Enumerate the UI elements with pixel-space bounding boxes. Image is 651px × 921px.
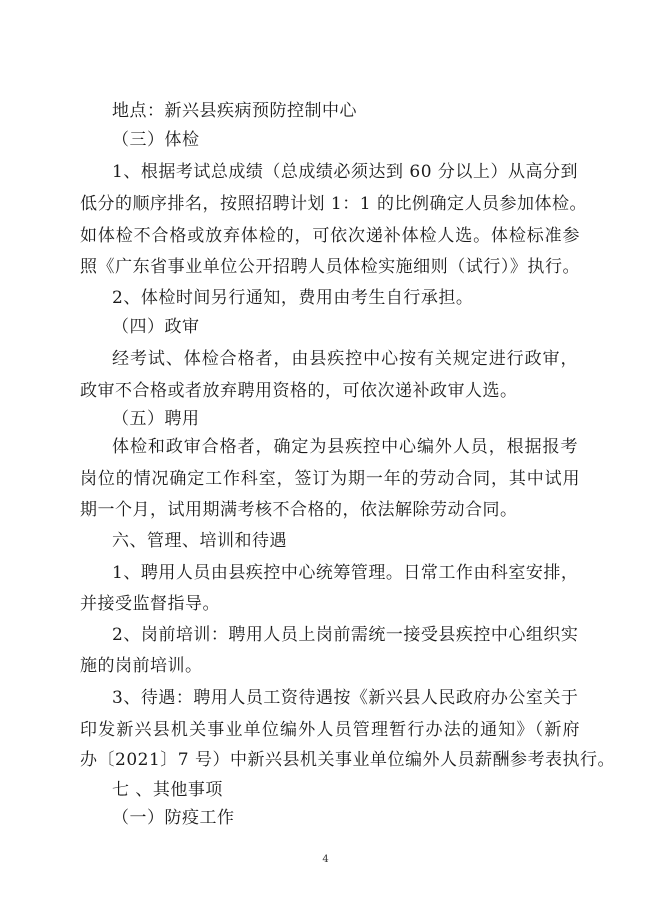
paragraph-line: 并接受监督指导。 xyxy=(80,594,220,614)
paragraph-line: 办〔2021〕7 号）中新兴县机关事业单位编外人员薪酬参考表执行。 xyxy=(80,750,615,770)
section-heading-physical-exam: （三）体检 xyxy=(112,130,200,150)
subsection-heading-epidemic-prevention: （一）防疫工作 xyxy=(112,808,235,828)
paragraph-line: 低分的顺序排名，按照招聘计划 1：1 的比例确定人员参加体检。 xyxy=(80,194,587,214)
paragraph-line: 体检和政审合格者，确定为县疾控中心编外人员，根据报考 xyxy=(112,437,578,457)
page-number: 4 xyxy=(322,854,329,865)
paragraph-line: 经考试、体检合格者，由县疾控中心按有关规定进行政审， xyxy=(112,349,578,369)
paragraph-line: 1、聘用人员由县疾控中心统筹管理。日常工作由科室安排， xyxy=(112,563,579,583)
paragraph-line: 2、体检时间另行通知，费用由考生自行承担。 xyxy=(112,288,474,308)
paragraph-line: 岗位的情况确定工作科室，签订为期一年的劳动合同，其中试用 xyxy=(80,469,580,489)
section-heading-other-matters: 七 、其他事项 xyxy=(112,780,223,800)
paragraph-line: 照《广东省事业单位公开招聘人员体检实施细则（试行）》执行。 xyxy=(80,257,580,277)
section-heading-political-review: （四）政审 xyxy=(112,317,200,337)
section-heading-management: 六、管理、培训和待遇 xyxy=(112,531,287,551)
paragraph-line: 印发新兴县机关事业单位编外人员管理暂行办法的通知》（新府 xyxy=(80,720,580,740)
location-line: 地点：新兴县疾病预防控制中心 xyxy=(112,101,357,121)
paragraph-line: 如体检不合格或放弃体检的，可依次递补体检人选。体检标准参 xyxy=(80,226,580,246)
paragraph-line: 1、根据考试总成绩（总成绩必须达到 60 分以上）从高分到 xyxy=(112,162,578,182)
paragraph-line: 期一个月，试用期满考核不合格的，依法解除劳动合同。 xyxy=(80,500,518,520)
paragraph-line: 施的岗前培训。 xyxy=(80,656,203,676)
paragraph-line: 政审不合格或者放弃聘用资格的，可依次递补政审人选。 xyxy=(80,381,518,401)
paragraph-line: 2、岗前培训：聘用人员上岗前需统一接受县疾控中心组织实 xyxy=(112,625,579,645)
paragraph-line: 3、待遇：聘用人员工资待遇按《新兴县人民政府办公室关于 xyxy=(112,688,579,708)
section-heading-employment: （五）聘用 xyxy=(112,409,200,429)
